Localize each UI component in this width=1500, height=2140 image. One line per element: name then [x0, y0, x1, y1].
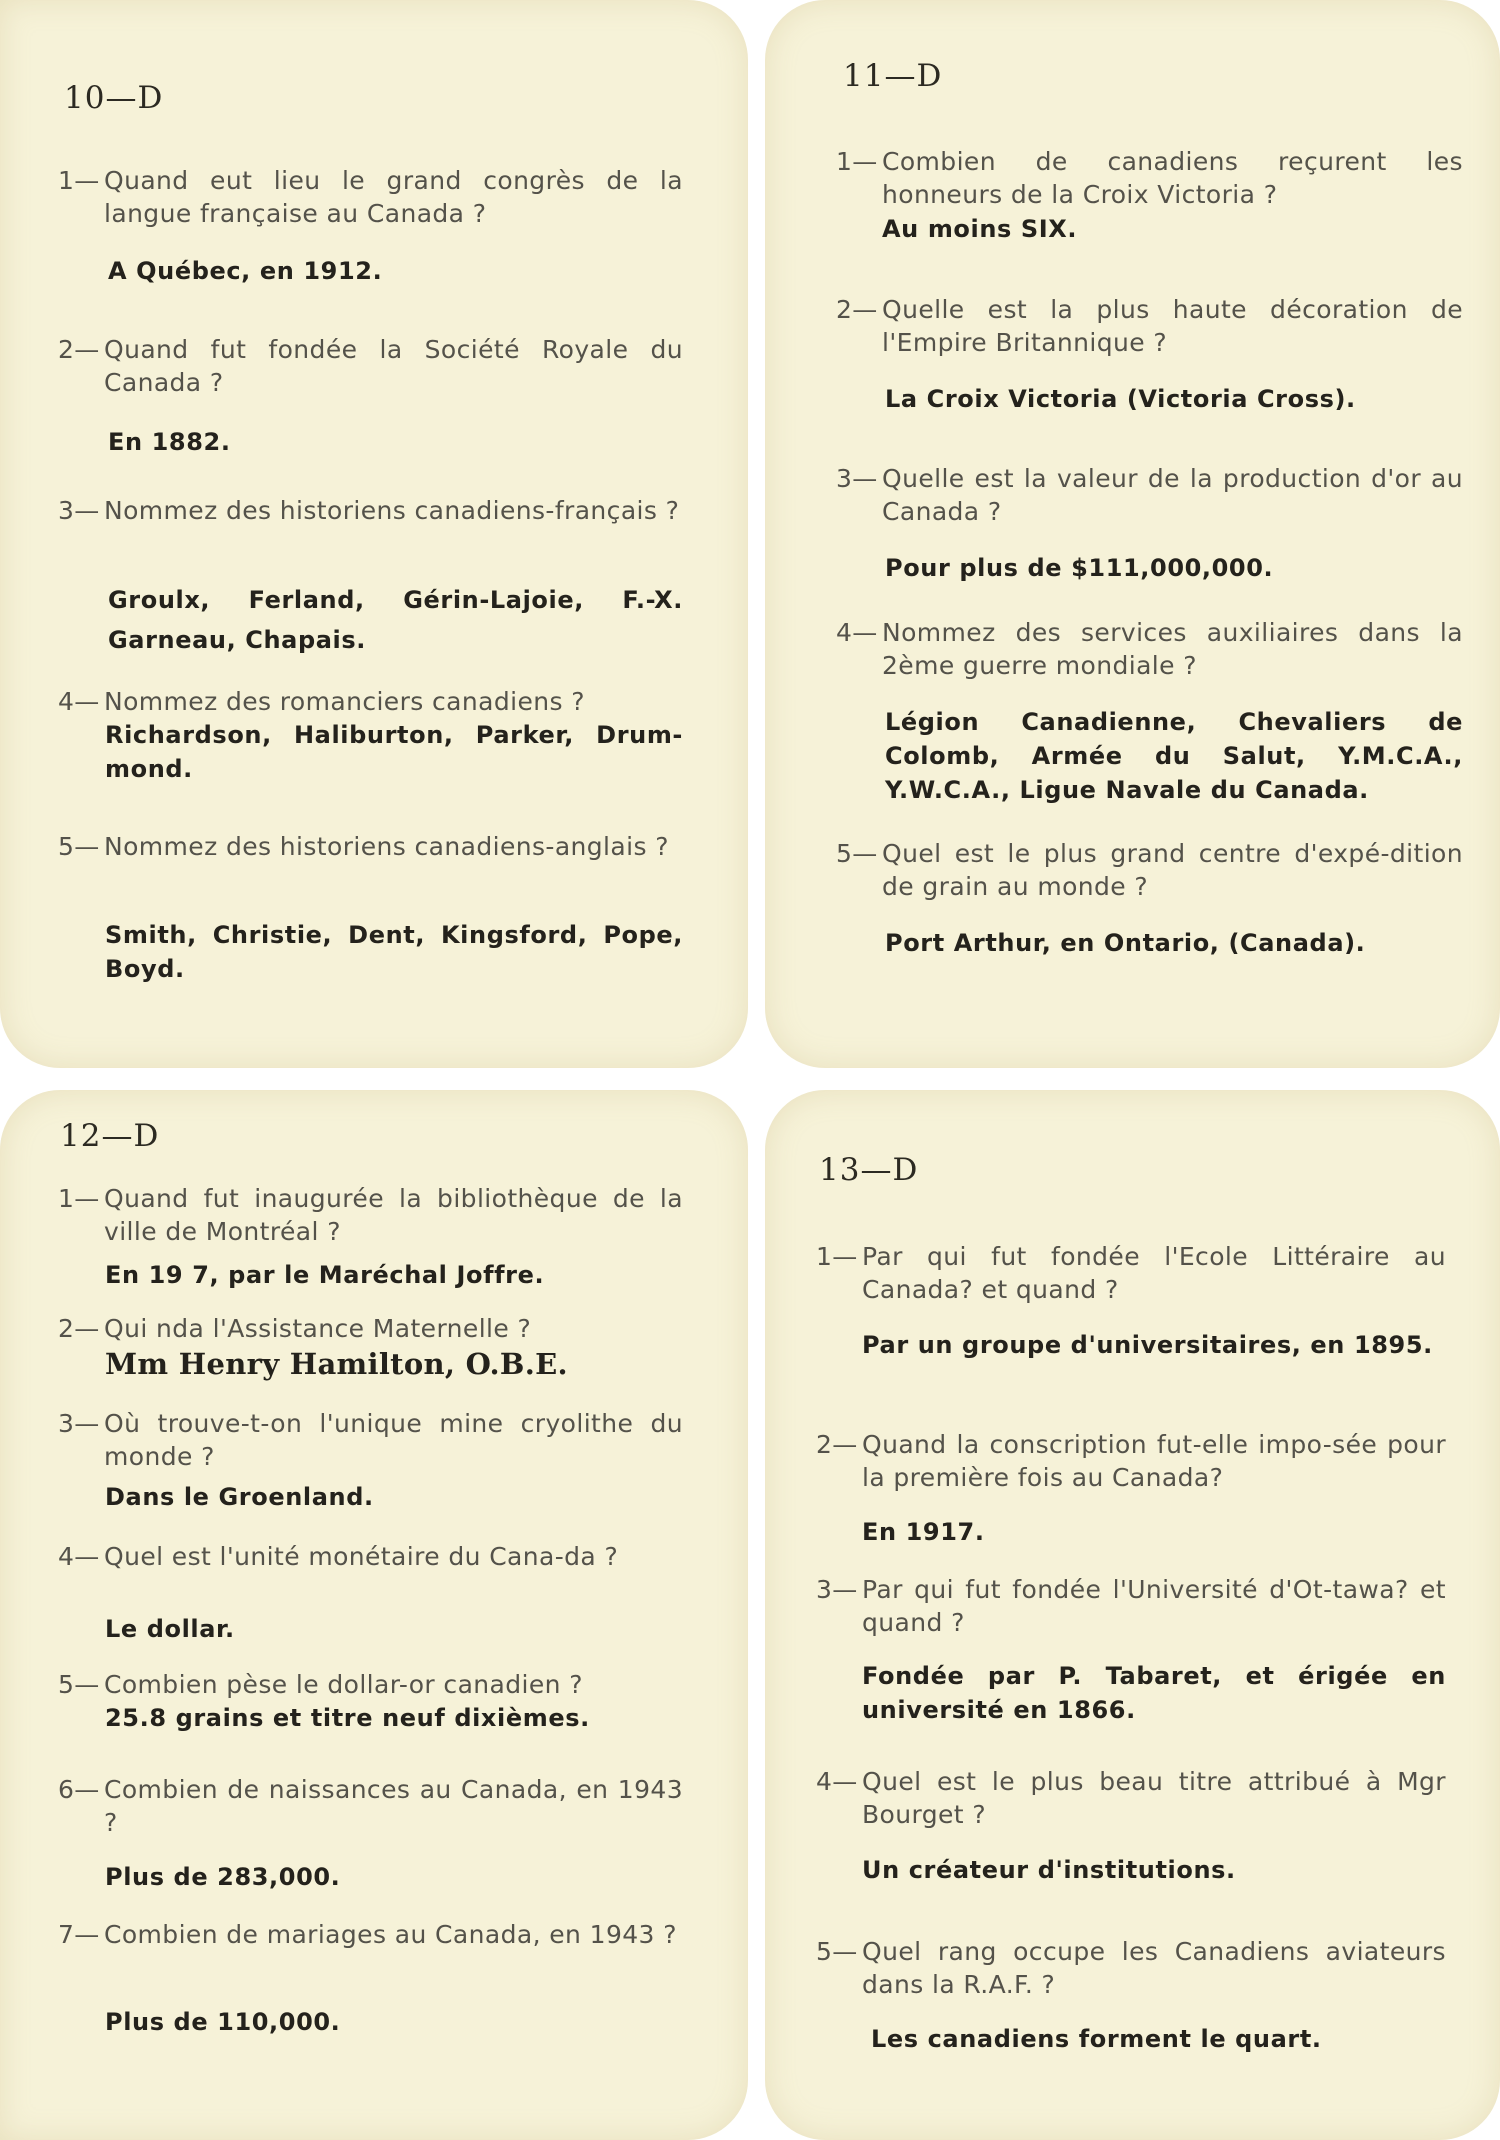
question-number: 6— [58, 1775, 100, 1804]
card-title: 13—D [819, 1152, 919, 1188]
question-text: Quel est le plus grand centre d'expé-dition de grain au monde ? [882, 839, 1463, 901]
question-text: Quand fut fondée la Société Royale du Canada ? [104, 335, 683, 397]
question-number: 2— [836, 295, 878, 324]
question-number: 2— [58, 335, 100, 364]
answer-2: En 1917. [862, 1518, 985, 1546]
question-number: 1— [58, 166, 100, 195]
question-number: 1— [836, 147, 878, 176]
card-10-d [0, 0, 748, 1068]
card-13-d [765, 1090, 1500, 2140]
answer-2: En 1882. [108, 428, 231, 456]
question-2 [816, 1428, 1446, 1494]
answer-3: Dans le Groenland. [105, 1483, 374, 1511]
question-3 [58, 494, 683, 527]
question-4 [816, 1765, 1446, 1831]
answer-1: En 19 7, par le Maréchal Joffre. [105, 1261, 545, 1289]
question-2 [58, 1312, 683, 1345]
question-number: 3— [816, 1575, 858, 1604]
question-text: Quel rang occupe les Canadiens aviateurs dans la R.A.F. ? [862, 1937, 1446, 1999]
answer-4: Le dollar. [105, 1615, 235, 1643]
question-text: Nommez des historiens canadiens-anglais ? [104, 832, 669, 861]
question-2 [836, 293, 1463, 359]
question-number: 4— [58, 687, 100, 716]
question-text: Quand eut lieu le grand congrès de la langue française au Canada ? [104, 166, 683, 228]
question-text: Combien de mariages au Canada, en 1943 ? [104, 1920, 677, 1949]
question-1 [816, 1240, 1446, 1306]
answer-4: Richardson, Haliburton, Parker, Drum-mond. [105, 721, 683, 783]
question-text: Quelle est la valeur de la production d'or au Canada ? [882, 464, 1463, 526]
answer-5: Les canadiens forment le quart. [871, 2025, 1322, 2053]
question-text: Où trouve-t-on l'unique mine cryolithe du monde ? [104, 1409, 683, 1471]
question-2 [58, 333, 683, 399]
answer-6: Plus de 283,000. [105, 1863, 341, 1891]
question-number: 3— [58, 1409, 100, 1438]
question-4 [58, 685, 683, 718]
answer-1: Par un groupe d'universitaires, en 1895. [862, 1331, 1433, 1359]
question-1 [58, 1182, 683, 1248]
question-5 [816, 1935, 1446, 2001]
answer-2: Mm Henry Hamilton, O.B.E. [105, 1347, 568, 1381]
question-text: Quel est le plus beau titre attribué à Mgr Bourget ? [862, 1767, 1446, 1829]
question-number: 7— [58, 1920, 100, 1949]
answer-5: Port Arthur, en Ontario, (Canada). [885, 929, 1366, 957]
question-5 [836, 837, 1463, 903]
answer-5: Smith, Christie, Dent, Kingsford, Pope, Boyd. [105, 921, 683, 983]
answer-5: 25.8 grains et titre neuf dixièmes. [105, 1704, 590, 1732]
answer-4: Légion Canadienne, Chevaliers de Colomb, Armée du Salut, Y.M.C.A., Y.W.C.A., Ligue Navale du Canada. [885, 708, 1463, 804]
question-number: 3— [836, 464, 878, 493]
question-3 [58, 1407, 683, 1473]
question-text: Combien de canadiens reçurent les honneurs de la Croix Victoria ? [882, 147, 1463, 209]
card-title: 12—D [60, 1118, 160, 1154]
answer-3: Groulx, Ferland, Gérin-Lajoie, F.-X. Garneau, Chapais. [108, 586, 683, 654]
answer-4: Un créateur d'institutions. [862, 1856, 1236, 1884]
question-4 [836, 616, 1463, 682]
question-text: Nommez des services auxiliaires dans la 2ème guerre mondiale ? [882, 618, 1463, 680]
question-number: 5— [836, 839, 878, 868]
answer-3: Fondée par P. Tabaret, et érigée en université en 1866. [862, 1662, 1446, 1724]
card-title: 11—D [843, 58, 943, 94]
question-number: 4— [58, 1542, 100, 1571]
question-7 [58, 1918, 683, 1951]
question-text: Par qui fut fondée l'Université d'Ot-tawa? et quand ? [862, 1575, 1446, 1637]
answer-3: Pour plus de $111,000,000. [885, 554, 1274, 582]
question-3 [816, 1573, 1446, 1639]
card-12-d [0, 1090, 748, 2140]
question-number: 4— [836, 618, 878, 647]
question-number: 4— [816, 1767, 858, 1796]
question-number: 2— [58, 1314, 100, 1343]
question-text: Combien pèse le dollar-or canadien ? [104, 1670, 583, 1699]
question-text: Quand fut inaugurée la bibliothèque de la ville de Montréal ? [104, 1184, 683, 1246]
question-text: Nommez des romanciers canadiens ? [104, 687, 585, 716]
question-text: Nommez des historiens canadiens-français ? [104, 496, 680, 525]
card-11-d [765, 0, 1500, 1068]
question-number: 5— [816, 1937, 858, 1966]
question-number: 3— [58, 496, 100, 525]
card-title: 10—D [64, 80, 164, 116]
question-number: 2— [816, 1430, 858, 1459]
question-number: 1— [58, 1184, 100, 1213]
question-text: Par qui fut fondée l'Ecole Littéraire au Canada? et quand ? [862, 1242, 1446, 1304]
question-number: 1— [816, 1242, 858, 1271]
question-number: 5— [58, 1670, 100, 1699]
question-4 [58, 1540, 683, 1573]
question-text: Quelle est la plus haute décoration de l'Empire Britannique ? [882, 295, 1463, 357]
question-5 [58, 1668, 683, 1701]
answer-2: La Croix Victoria (Victoria Cross). [885, 385, 1356, 413]
question-text: Quel est l'unité monétaire du Cana-da ? [104, 1542, 619, 1571]
question-text: Combien de naissances au Canada, en 1943 ? [104, 1775, 683, 1837]
answer-1: Au moins SIX. [882, 215, 1078, 243]
question-1 [836, 145, 1463, 211]
question-6 [58, 1773, 683, 1839]
question-text: Qui nda l'Assistance Maternelle ? [104, 1314, 532, 1343]
question-1 [58, 164, 683, 230]
answer-7: Plus de 110,000. [105, 2008, 341, 2036]
question-text: Quand la conscription fut-elle impo-sée pour la première fois au Canada? [862, 1430, 1446, 1492]
answer-1: A Québec, en 1912. [108, 257, 383, 285]
question-number: 5— [58, 832, 100, 861]
question-5 [58, 830, 683, 863]
question-3 [836, 462, 1463, 528]
